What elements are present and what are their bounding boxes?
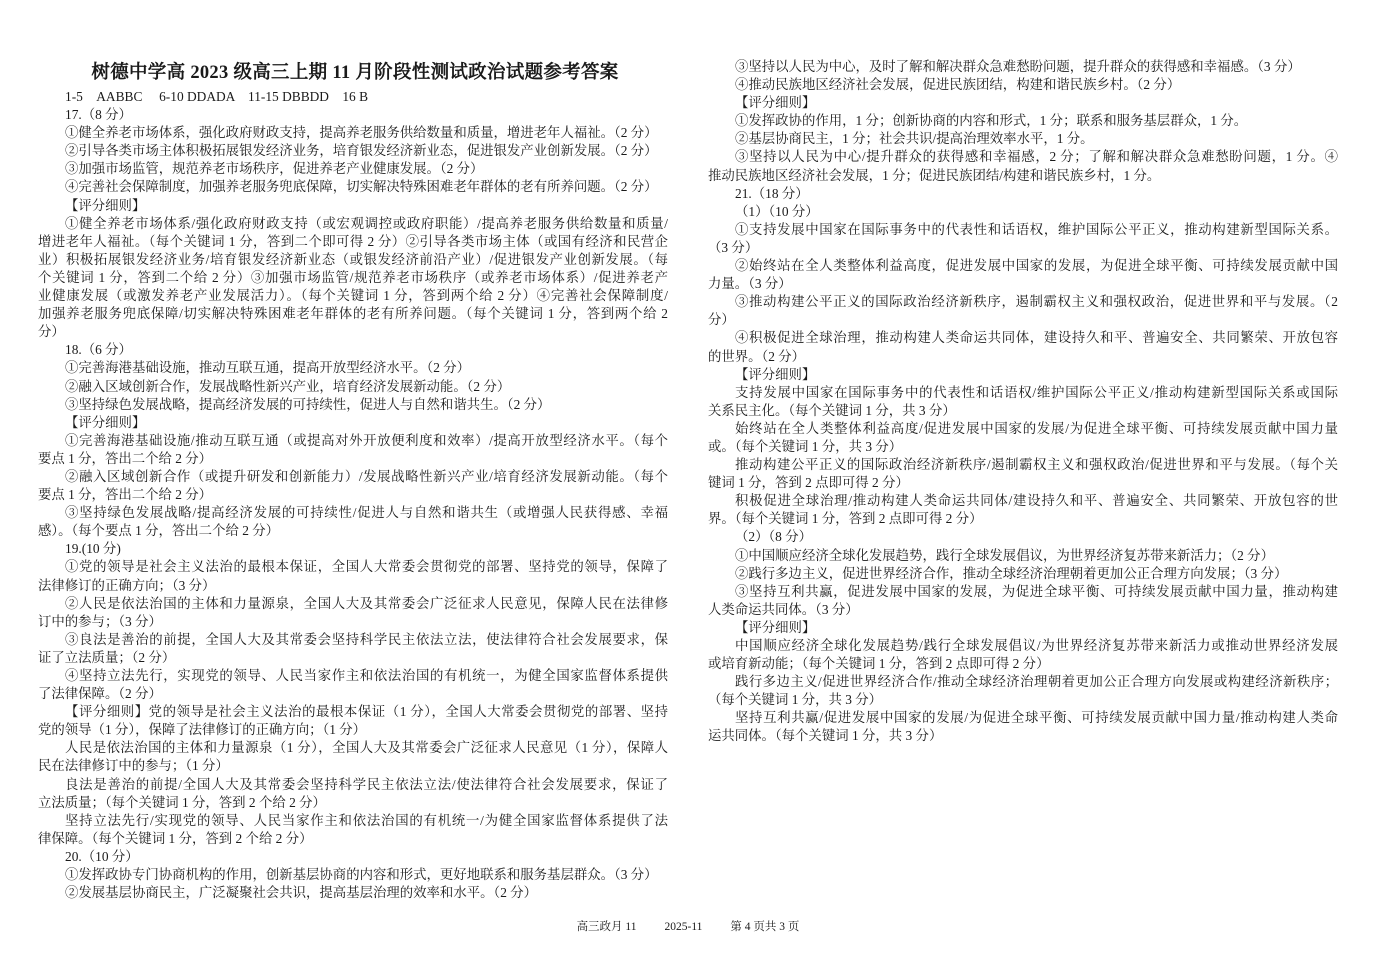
answer-paragraph [708, 366, 1338, 384]
text-line: 人民是依法治国的主体和力量源泉（1 分），全国人大及其常委会广泛征求人民意见（1 分），保障人 [65, 740, 668, 756]
answer-paragraph [708, 492, 1338, 528]
text-line: ④推动民族地区经济社会发展，促进民族团结，构建和谐民族乡村。（2 分） [735, 77, 1181, 93]
answer-paragraph [38, 414, 668, 432]
text-line: 律保障。（每个关键词 1 分，答到 2 个给 2 分） [38, 830, 313, 846]
answer-paragraph [38, 848, 668, 866]
text-line: 证了立法质量；（2 分） [38, 649, 176, 665]
answer-paragraph [708, 673, 1338, 709]
text-line: 始终站在全人类整体利益高度/促进发展中国家的发展/为促进全球平衡、可持续发展贡献中国力量 [735, 420, 1338, 436]
text-line: 业）积极拓展银发经济业务/培育银发经济新业态（或银发经济前沿产业）/促进银发产业创新发展。（每 [38, 251, 668, 267]
answer-paragraph [38, 124, 668, 142]
text-line: 分） [708, 312, 735, 328]
answer-paragraph [38, 812, 668, 848]
text-line: 20.（10 分） [65, 848, 139, 864]
text-line: 力量。（3 分） [708, 276, 792, 292]
text-line: 坚持互利共赢/促进发展中国家的发展/为促进全球平衡、可持续发展贡献中国力量/推动构建人类命 [735, 710, 1338, 726]
text-line: 人类命运共同体。（3 分） [708, 601, 859, 617]
text-line: ①支持发展中国家在国际事务中的代表性和话语权，维护国际公平正义，推动构建新型国际关系。 [735, 221, 1338, 237]
text-line: （1）（10 分） [735, 203, 819, 219]
answer-paragraph [708, 257, 1338, 293]
answer-paragraph [38, 359, 668, 377]
text-line: 增进老年人福祉。（每个关键词 1 分，答到二个即可得 2 分）②引导各类市场主体（或国有经济和民营企 [38, 233, 668, 249]
answer-paragraph [38, 739, 668, 775]
answer-paragraph [708, 619, 1338, 637]
text-line: ①发挥政协专门协商机构的作用，创新基层协商的内容和形式，更好地联系和服务基层群众。（3 分） [65, 867, 658, 883]
answer-paragraph [38, 106, 668, 124]
right-column [708, 58, 1338, 746]
answer-paragraph [708, 456, 1338, 492]
text-line: ①中国顺应经济全球化发展趋势，践行全球发展倡议，为世界经济复苏带来新活力；（2 分） [735, 547, 1274, 563]
text-line: ③推动构建公平正义的国际政治经济新秩序，遏制霸权主义和强权政治，促进世界和平与发展。（2 [735, 294, 1338, 310]
text-line: 中国顺应经济全球化发展趋势/践行全球发展倡议/为世界经济复苏带来新活力或推动世界经济发展 [735, 638, 1338, 653]
answer-paragraph [38, 595, 668, 631]
answer-paragraph [708, 528, 1338, 546]
text-line: ②引导各类市场主体积极拓展银发经济业务，培育银发经济新业态，促进银发产业创新发展。（2 分） [65, 143, 658, 159]
text-line: （2）（8 分） [735, 529, 812, 545]
answer-paragraph [708, 293, 1338, 329]
text-line: 【评分细则】 [65, 197, 146, 213]
text-line: ①健全养老市场体系，强化政府财政支持，提高养老服务供给数量和质量，增进老年人福祉。（2 分） [65, 125, 658, 141]
text-line: 关系民主化。（每个关键词 1 分，共 3 分） [708, 402, 956, 418]
answer-paragraph [708, 94, 1338, 112]
text-line: 加强养老服务兜底保障/切实解决特殊困难老年群体的老有所养问题。（每个关键词 1 分，答到两个给 2 [38, 306, 668, 322]
answer-paragraph [708, 76, 1338, 94]
text-line: 键词 1 分，答到 2 点即可得 2 分） [708, 475, 909, 491]
answer-paragraph [708, 583, 1338, 619]
text-line: ②融入区域创新合作，发展战略性新兴产业，培育经济发展新动能。（2 分） [65, 378, 511, 394]
page-footer [0, 918, 1376, 934]
text-line: 个关键词 1 分，答到二个给 2 分）③加强市场监管/规范养老市场秩序（或养老市场体系）/促进养老产 [38, 269, 668, 285]
text-line: ②发展基层协商民主，广泛凝聚社会共识，提高基层治理的效率和水平。（2 分） [65, 885, 538, 901]
answer-paragraph [38, 631, 668, 667]
text-line: ①完善海港基础设施/推动互联互通（或提高对外开放便利度和效率）/提高开放型经济水平。（每个 [65, 432, 668, 448]
text-line: ②践行多边主义，促进世界经济合作，推动全球经济治理朝着更加公正合理方向发展；（3 分） [735, 565, 1288, 581]
text-line: ①健全养老市场体系/强化政府财政支持（或宏观调控或政府职能）/提高养老服务供给数量和质量/ [65, 215, 668, 231]
text-line: 推动民族地区经济社会发展，1 分；促进民族团结/构建和谐民族乡村，1 分。 [708, 167, 1161, 183]
text-line: ①发挥政协的作用，1 分；创新协商的内容和形式，1 分；联系和服务基层群众，1 分。 [735, 113, 1248, 129]
text-line: 19.(10 分) [65, 541, 121, 557]
text-line: ④坚持立法先行，实现党的领导、人民当家作主和依法治国的有机统一，为健全国家监督体系提供 [65, 668, 668, 683]
answer-paragraph [708, 420, 1338, 456]
answer-paragraph [708, 384, 1338, 420]
answer-paragraph [38, 540, 668, 558]
answer-paragraph [38, 504, 668, 540]
text-line: ③良法是善治的前提，全国人大及其常委会坚持科学民主依法立法，使法律符合社会发展要求，保 [65, 631, 668, 647]
text-line: ③坚持以人民为中心/提升群众的获得感和幸福感，2 分；了解和解决群众急难愁盼问题，1 分。④ [735, 149, 1338, 165]
footer-page-number: 第 4 页共 3 页 [730, 921, 800, 933]
text-line: 1-5 AABBC 6-10 DDADA 11-15 DBBDD 16 B [65, 89, 369, 104]
text-line: ①党的领导是社会主义法治的最根本保证，全国人大常委会贯彻党的部署、坚持党的领导，保障了 [65, 559, 668, 575]
text-line: 民在法律修订中的参与；（1 分） [38, 758, 229, 774]
footer-date: 2025-11 [664, 921, 703, 933]
text-line: 良法是善治的前提/全国人大及其常委会坚持科学民主依法立法/使法律符合社会发展要求，保证了 [65, 776, 668, 792]
answer-paragraph [38, 776, 668, 812]
answer-paragraph [708, 637, 1338, 673]
answer-paragraph [38, 160, 668, 178]
text-line: ②始终站在全人类整体利益高度，促进发展中国家的发展，为促进全球平衡、可持续发展贡献中国 [735, 258, 1338, 274]
document-title: 树德中学高 2023 级高三上期 11 月阶段性测试政治试题参考答案 [91, 63, 619, 83]
text-line: 【评分细则】 [735, 366, 816, 382]
answer-paragraph [38, 396, 668, 414]
answer-paragraph [38, 432, 668, 468]
answer-paragraph [38, 558, 668, 594]
answer-paragraph [38, 142, 668, 160]
answer-paragraph [38, 197, 668, 215]
answer-paragraph [708, 221, 1338, 257]
text-line: 运共同体。（每个关键词 1 分，共 3 分） [708, 728, 943, 744]
answer-paragraph [708, 329, 1338, 365]
text-line: 感）。（每个要点 1 分，答出二个给 2 分） [38, 523, 280, 539]
text-line: 业健康发展（或激发养老产业发展活力）。（每个关键词 1 分，答到两个给 2 分）④完善社会保障制度/ [38, 288, 668, 304]
answer-paragraph [38, 703, 668, 739]
text-line: ③坚持绿色发展战略/提高经济发展的可持续性/促进人与自然和谐共生（或增强人民获得感、幸福 [65, 505, 668, 521]
text-line: 【评分细则】 [735, 619, 816, 635]
text-line: 积极促进全球治理/推动构建人类命运共同体/建设持久和平、普遍安全、共同繁荣、开放包容的世 [735, 493, 1338, 509]
text-line: 17.（8 分） [65, 107, 132, 123]
text-line: 分） [38, 324, 65, 340]
text-line: ③坚持互利共赢，促进发展中国家的发展，为促进全球平衡、可持续发展贡献中国力量，推动构建 [735, 583, 1338, 599]
answer-paragraph [708, 130, 1338, 148]
text-line: （3 分） [708, 239, 759, 255]
text-line: ①完善海港基础设施，推动互联互通，提高开放型经济水平。（2 分） [65, 360, 471, 376]
answer-paragraph [708, 203, 1338, 221]
text-line: 支持发展中国家在国际事务中的代表性和话语权/维护国际公平正义/推动构建新型国际关系或国际 [735, 384, 1338, 400]
left-column [38, 88, 668, 902]
answer-paragraph [38, 341, 668, 359]
text-line: 订中的参与；（3 分） [38, 613, 162, 629]
text-line: 坚持立法先行/实现党的领导、人民当家作主和依法治国的有机统一/为健全国家监督体系提供了法 [65, 812, 668, 828]
answer-paragraph [38, 884, 668, 902]
answer-paragraph [38, 667, 668, 703]
text-line: 立法质量；（每个关键词 1 分，答到 2 个给 2 分） [38, 794, 326, 810]
text-line: 【评分细则】 [735, 95, 816, 111]
footer-code: 高三政月 11 [576, 921, 637, 933]
text-line: 要点 1 分，答出二个给 2 分） [38, 450, 213, 466]
answer-paragraph [708, 565, 1338, 583]
text-line: ②人民是依法治国的主体和力量源泉，全国人大及其常委会广泛征求人民意见，保障人民在法律修 [65, 595, 668, 611]
text-line: ②融入区域创新合作（或提升研发和创新能力）/发展战略性新兴产业/培育经济发展新动能。（每个 [65, 468, 668, 484]
text-line: 的世界。（2 分） [708, 348, 806, 364]
answer-paragraph [708, 709, 1338, 745]
answer-paragraph [38, 378, 668, 396]
text-line: 【评分细则】 [65, 414, 146, 430]
text-line: ④完善社会保障制度，加强养老服务兜底保障，切实解决特殊困难老年群体的老有所养问题。（2 分） [65, 179, 658, 195]
text-line: 践行多边主义/促进世界经济合作/推动全球经济治理朝着更加公正合理方向发展或构建经济新秩序； [735, 674, 1338, 690]
text-line: 界。（每个关键词 1 分，答到 2 点即可得 2 分） [708, 511, 983, 527]
answer-paragraph [38, 178, 668, 196]
text-line: 21.（18 分） [735, 185, 809, 201]
answer-paragraph [38, 468, 668, 504]
answer-paragraph [708, 112, 1338, 130]
text-line: ②基层协商民主，1 分；社会共识/提高治理效率水平，1 分。 [735, 131, 1094, 147]
text-line: ③坚持绿色发展战略，提高经济发展的可持续性，促进人与自然和谐共生。（2 分） [65, 396, 551, 412]
text-line: 【评分细则】党的领导是社会主义法治的最根本保证（1 分），全国人大常委会贯彻党的部署、坚持 [65, 704, 668, 720]
text-line: 党的领导（1 分），保障了法律修订的正确方向；（1 分） [38, 722, 367, 738]
text-line: ④积极促进全球治理，推动构建人类命运共同体，建设持久和平、普遍安全、共同繁荣、开放包容 [735, 330, 1338, 346]
text-line: 要点 1 分，答出二个给 2 分） [38, 487, 213, 503]
text-line: 推动构建公平正义的国际政治经济新秩序/遏制霸权主义和强权政治/促进世界和平与发展。（每个关 [735, 457, 1338, 473]
answer-paragraph [708, 185, 1338, 203]
answer-paragraph [38, 215, 668, 342]
text-line: ③加强市场监管，规范养老市场秩序，促进养老产业健康发展。（2 分） [65, 161, 484, 177]
answer-paragraph [708, 547, 1338, 565]
answer-paragraph [38, 866, 668, 884]
text-line: 18.（6 分） [65, 342, 132, 358]
text-line: ③坚持以人民为中心，及时了解和解决群众急难愁盼问题，提升群众的获得感和幸福感。（3 分） [735, 59, 1301, 74]
answer-paragraph [38, 88, 668, 106]
text-line: 法律修订的正确方向；（3 分） [38, 577, 216, 593]
text-line: 了法律保障。（2 分） [38, 686, 162, 702]
text-line: （每个关键词 1 分，共 3 分） [708, 692, 883, 708]
text-line: 或。（每个关键词 1 分，共 3 分） [708, 438, 903, 454]
answer-paragraph [708, 148, 1338, 184]
answer-paragraph [708, 58, 1338, 76]
text-line: 或培育新动能；（每个关键词 1 分，答到 2 点即可得 2 分） [708, 656, 1050, 672]
